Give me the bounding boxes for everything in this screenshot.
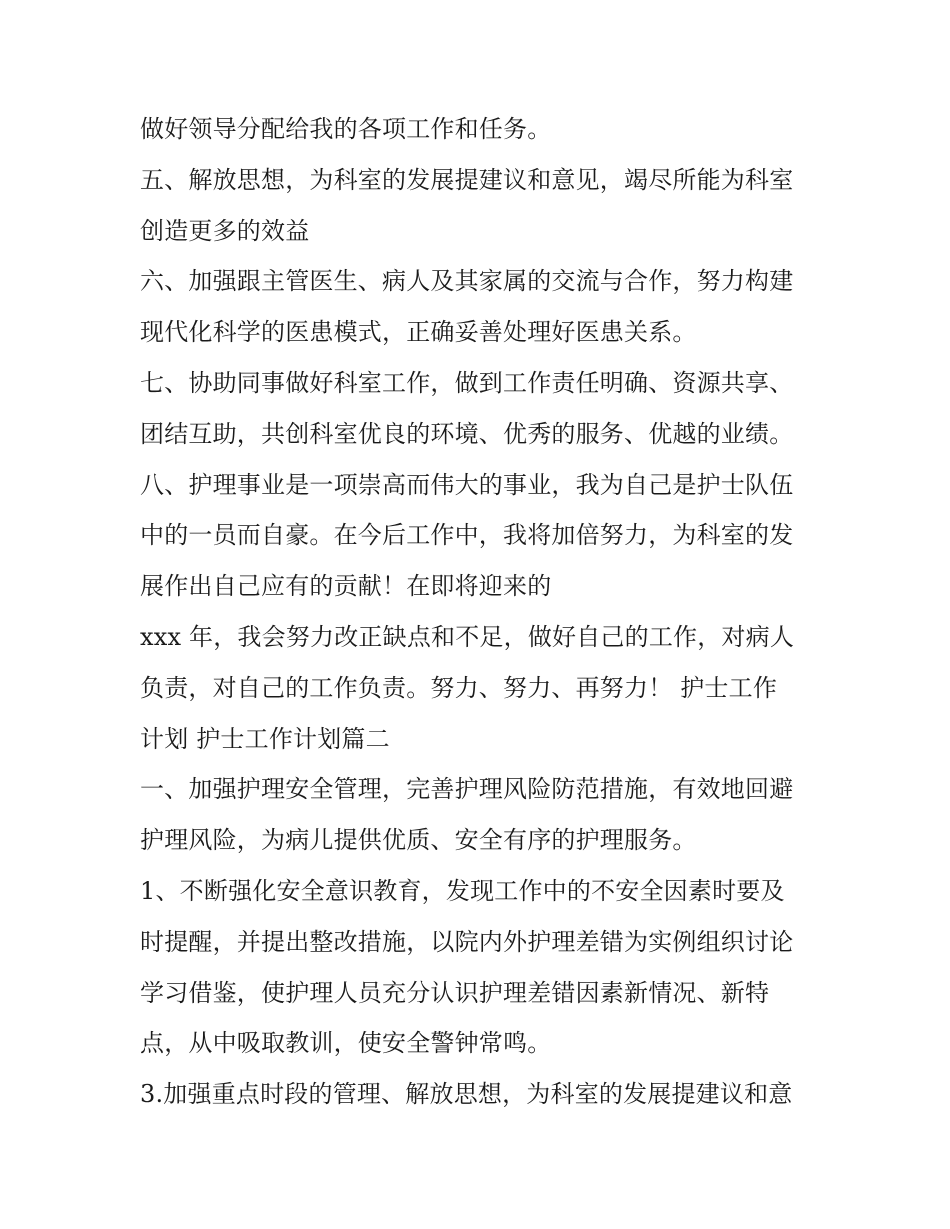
text-line: 点，从中吸取教训，使安全警钟常鸣。 (140, 1029, 552, 1058)
text-line: 六、加强跟主管医生、病人及其家属的交流与合作，努力构建 (140, 267, 794, 296)
document-body (140, 104, 830, 1120)
text-line: xxx 年，我会努力改正缺点和不足，做好自己的工作，对病人 (140, 622, 795, 651)
text-line: 一、加强护理安全管理，完善护理风险防范措施，有效地回避 (140, 775, 794, 804)
text-line: 计划 护士工作计划篇二 (140, 724, 390, 753)
text-line: 七、协助同事做好科室工作，做到工作责任明确、资源共享、 (140, 368, 794, 397)
text-line: 五、解放思想，为科室的发展提建议和意见，竭尽所能为科室 (140, 165, 794, 194)
text-line: 学习借鉴，使护理人员充分认识护理差错因素新情况、新特 (140, 978, 770, 1007)
text-line: 做好领导分配给我的各项工作和任务。 (140, 115, 552, 143)
text-line: 1、不断强化安全意识教育，发现工作中的不安全因素时要及 (140, 876, 785, 905)
text-line: 时提醒，并提出整改措施，以院内外护理差错为实例组织讨论 (140, 927, 794, 956)
text-line: 展作出自己应有的贡献！在即将迎来的 (140, 572, 552, 601)
text-line: 负责，对自己的工作负责。努力、努力、再努力！ 护士工作 (140, 673, 778, 702)
text-line: 八、护理事业是一项崇高而伟大的事业，我为自己是护士队伍 (140, 470, 794, 499)
text-line: 创造更多的效益 (140, 216, 310, 245)
text-line: 团结互助，共创科室优良的环境、优秀的服务、优越的业绩。 (140, 419, 794, 448)
text-line: 护理风险，为病儿提供优质、安全有序的护理服务。 (140, 826, 697, 855)
text-line: 3.加强重点时段的管理、解放思想，为科室的发展提建议和意 (140, 1080, 793, 1109)
text-line: 现代化科学的医患模式，正确妥善处理好医患关系。 (140, 318, 697, 347)
text-line: 中的一员而自豪。在今后工作中，我将加倍努力，为科室的发 (140, 521, 794, 550)
